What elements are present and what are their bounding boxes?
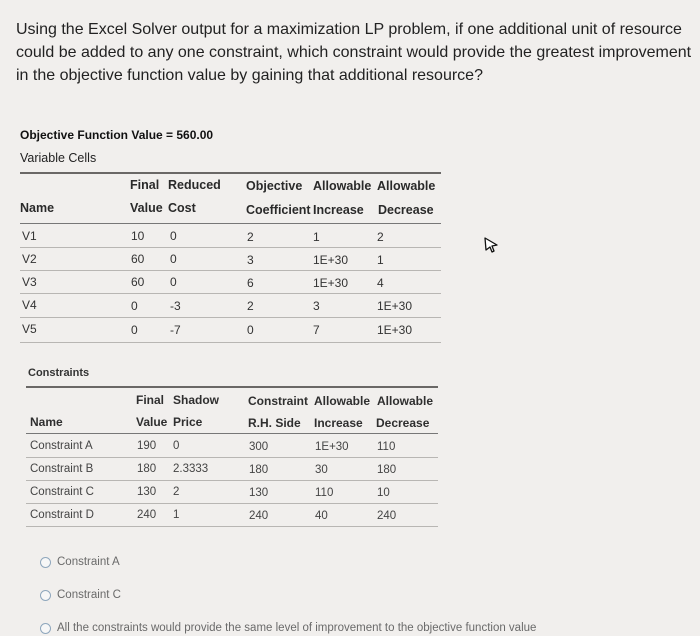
constraint-name: Constraint B xyxy=(30,463,94,475)
variable-name: V3 xyxy=(22,275,37,289)
shadow-price: 1 xyxy=(173,509,180,521)
final-value: 130 xyxy=(137,486,157,498)
row-divider xyxy=(20,317,441,318)
constraint-rhs-header-bottom: R.H. Side xyxy=(248,416,301,430)
allowable-increase-header-top: Allowable xyxy=(313,179,372,193)
allowable-increase: 40 xyxy=(315,510,328,522)
row-divider xyxy=(20,342,441,343)
name-header: Name xyxy=(20,201,55,215)
final-value-header-top: Final xyxy=(130,178,160,192)
row-divider xyxy=(26,480,438,481)
allowable-increase: 30 xyxy=(315,464,328,476)
allowable-increase: 1 xyxy=(313,230,320,244)
allowable-decrease: 240 xyxy=(377,510,397,522)
constraints-table-header-rule xyxy=(26,433,438,434)
allowable-increase: 3 xyxy=(313,299,320,313)
objective-coefficient: 3 xyxy=(247,253,254,267)
constraint-name: Constraint D xyxy=(30,509,94,521)
shadow-price-header-bottom: Price xyxy=(173,415,203,429)
final-value-header-bottom: Value xyxy=(136,415,168,429)
variable-name: V1 xyxy=(22,229,37,243)
row-divider xyxy=(20,270,441,271)
final-value: 60 xyxy=(131,275,145,289)
objective-coefficient: 2 xyxy=(247,230,254,244)
final-value: 0 xyxy=(131,299,138,313)
objective-coefficient-header-top: Objective xyxy=(246,179,303,193)
option-all-same[interactable] xyxy=(40,622,536,634)
shadow-price: 2 xyxy=(173,486,180,498)
final-value: 0 xyxy=(131,323,138,337)
variable-table-top-rule xyxy=(20,172,441,174)
allowable-increase-header-bottom: Increase xyxy=(314,416,363,430)
variable-table-header-rule xyxy=(20,223,441,224)
objective-coefficient: 2 xyxy=(247,299,254,313)
objective-coefficient: 0 xyxy=(247,323,254,337)
allowable-increase: 1E+30 xyxy=(313,276,349,290)
allowable-increase-header-top: Allowable xyxy=(314,394,371,408)
reduced-cost: 0 xyxy=(170,229,177,243)
reduced-cost-header-bottom: Cost xyxy=(168,201,196,215)
allowable-decrease: 2 xyxy=(377,230,384,244)
constraint-name: Constraint C xyxy=(30,486,94,498)
option-constraint-a[interactable] xyxy=(40,556,120,568)
final-value-header-top: Final xyxy=(136,393,165,407)
allowable-increase: 1E+30 xyxy=(313,253,349,267)
variable-cells-title: Variable Cells xyxy=(20,151,97,165)
option-label: All the constraints would provide the same level of improvement to the objective function value xyxy=(57,622,537,634)
allowable-decrease: 1E+30 xyxy=(377,323,413,337)
objective-coefficient-header-bottom: Coefficient xyxy=(246,203,311,217)
variable-name: V2 xyxy=(22,252,37,266)
reduced-cost-header-top: Reduced xyxy=(168,178,221,192)
allowable-decrease-header-top: Allowable xyxy=(377,394,434,408)
row-divider xyxy=(26,503,438,504)
shadow-price: 0 xyxy=(173,440,180,452)
allowable-increase: 1E+30 xyxy=(315,441,349,453)
final-value: 240 xyxy=(137,509,157,521)
allowable-increase: 110 xyxy=(315,487,334,499)
name-header: Name xyxy=(30,415,63,429)
final-value: 60 xyxy=(131,252,145,266)
allowable-decrease: 110 xyxy=(377,441,396,453)
allowable-decrease-header-bottom: Decrease xyxy=(376,416,430,430)
constraint-name: Constraint A xyxy=(30,440,93,452)
allowable-increase-header-bottom: Increase xyxy=(313,203,364,217)
question-text: Using the Excel Solver output for a maximization LP problem, if one additional unit of resource could be added to any one constraint, which constraint would provide the greatest improvement in the objective function value by gaining that additional resource? xyxy=(16,21,692,84)
reduced-cost: 0 xyxy=(170,252,177,266)
allowable-decrease: 180 xyxy=(377,464,397,476)
allowable-decrease: 4 xyxy=(377,276,384,290)
variable-name: V4 xyxy=(22,298,37,312)
radio-button[interactable] xyxy=(40,590,51,601)
reduced-cost: -3 xyxy=(170,299,181,313)
final-value: 180 xyxy=(137,463,157,475)
constraint-rhs: 300 xyxy=(249,441,269,453)
constraint-rhs: 180 xyxy=(249,464,269,476)
allowable-decrease-header-top: Allowable xyxy=(377,179,436,193)
allowable-decrease: 1 xyxy=(377,253,384,267)
constraint-rhs-header-top: Constraint xyxy=(248,394,308,408)
objective-function-value: Objective Function Value = 560.00 xyxy=(20,128,214,142)
shadow-price-header-top: Shadow xyxy=(173,393,220,407)
allowable-increase: 7 xyxy=(313,323,320,337)
radio-button[interactable] xyxy=(40,623,51,634)
row-divider xyxy=(26,457,438,458)
constraints-title: Constraints xyxy=(28,367,90,379)
option-label: Constraint A xyxy=(57,556,120,568)
allowable-decrease-header-bottom: Decrease xyxy=(378,203,434,217)
option-constraint-c[interactable] xyxy=(40,589,121,601)
allowable-decrease: 10 xyxy=(377,487,390,499)
row-divider xyxy=(20,247,441,248)
allowable-decrease: 1E+30 xyxy=(377,299,413,313)
constraint-rhs: 240 xyxy=(249,510,269,522)
variable-name: V5 xyxy=(22,322,37,336)
constraints-table-top-rule xyxy=(26,386,438,388)
row-divider xyxy=(26,526,438,527)
final-value: 190 xyxy=(137,440,157,452)
radio-button[interactable] xyxy=(40,557,51,568)
row-divider xyxy=(20,293,441,294)
mouse-pointer-icon xyxy=(483,236,499,254)
objective-coefficient: 6 xyxy=(247,276,254,290)
constraint-rhs: 130 xyxy=(249,487,269,499)
option-label: Constraint C xyxy=(57,589,121,601)
shadow-price: 2.3333 xyxy=(173,463,209,475)
final-value: 10 xyxy=(131,229,145,243)
reduced-cost: 0 xyxy=(170,275,177,289)
reduced-cost: -7 xyxy=(170,323,181,337)
final-value-header-bottom: Value xyxy=(130,201,163,215)
